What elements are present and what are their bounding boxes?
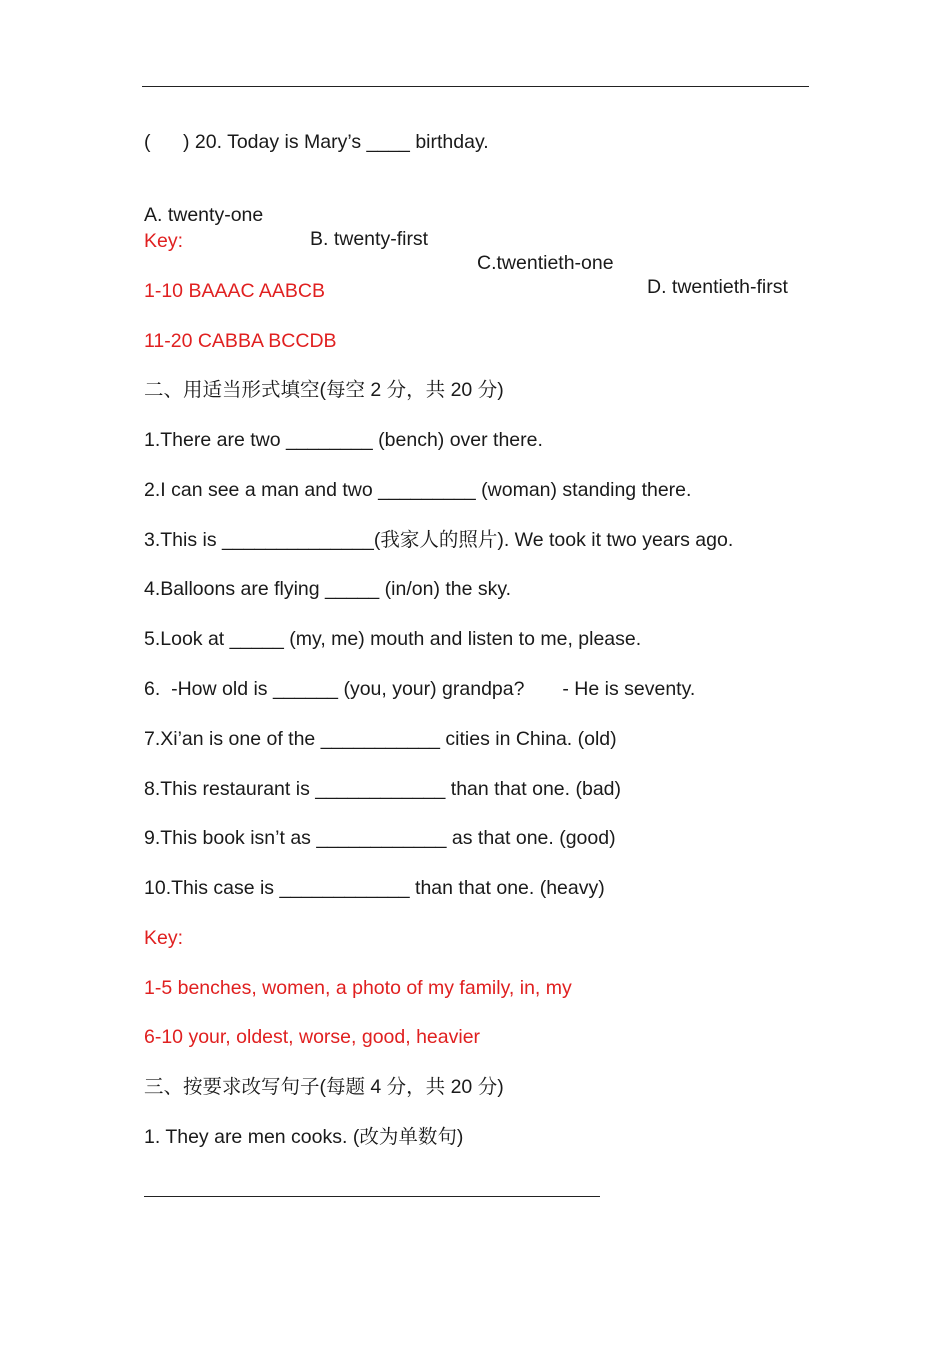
- option-b: B. twenty-first: [310, 228, 429, 250]
- fill-item-8: 8.This restaurant is ____________ than that one. (bad): [144, 778, 621, 800]
- fill-item-3: 3.This is ______________(我家人的照片). We took it two years ago.: [144, 529, 734, 551]
- question-20-stem: ( ) 20. Today is Mary’s ____ birthday.: [144, 131, 489, 153]
- option-d: D. twentieth-first: [647, 276, 788, 298]
- key-label-1: Key:: [144, 230, 184, 252]
- answer-blank-line: [144, 1196, 600, 1197]
- option-a: A. twenty-one: [144, 204, 264, 226]
- key-6-10: 6-10 your, oldest, worse, good, heavier: [144, 1026, 481, 1048]
- fill-item-5: 5.Look at _____ (my, me) mouth and listen to me, please.: [144, 628, 642, 650]
- key-11-20: 11-20 CABBA BCCDB: [144, 330, 337, 352]
- section-2-heading: 二、用适当形式填空(每空 2 分，共 20 分): [144, 379, 504, 401]
- fill-item-6: 6. -How old is ______ (you, your) grandpa? - He is seventy.: [144, 678, 696, 700]
- option-c: C.twentieth-one: [477, 252, 614, 274]
- header-rule: [142, 86, 809, 87]
- fill-item-10: 10.This case is ____________ than that one. (heavy): [144, 877, 605, 899]
- rewrite-item-1: 1. They are men cooks. (改为单数句): [144, 1126, 464, 1148]
- section-3-heading: 三、按要求改写句子(每题 4 分，共 20 分): [144, 1076, 504, 1098]
- fill-item-4: 4.Balloons are flying _____ (in/on) the sky.: [144, 578, 512, 600]
- key-label-2: Key:: [144, 927, 184, 949]
- fill-item-9: 9.This book isn’t as ____________ as that one. (good): [144, 827, 616, 849]
- fill-item-7: 7.Xi’an is one of the ___________ cities in China. (old): [144, 728, 617, 750]
- fill-item-2: 2.I can see a man and two _________ (woman) standing there.: [144, 479, 692, 501]
- fill-item-1: 1.There are two ________ (bench) over there.: [144, 429, 543, 451]
- key-1-10: 1-10 BAAAC AABCB: [144, 280, 326, 302]
- key-1-5: 1-5 benches, women, a photo of my family, in, my: [144, 977, 572, 999]
